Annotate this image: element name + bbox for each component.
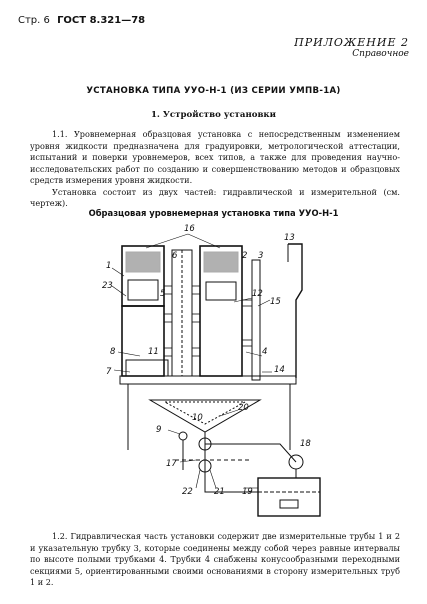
base-frame [120, 376, 296, 384]
paragraph-1-1: 1.1. Уровнемерная образцовая установка с непосредственным изменением уровня жидкости предназначена для градуировки, метрологической аттестации, испытаний и поверки уровнемеров, всех типов, а также для проведения научно-исследовательских работ по созданию и совершенствованию методов и образцовых средств измерения уровня жидкости. [30, 129, 400, 185]
standard-code: ГОСТ 8.321—78 [57, 15, 146, 26]
label-21: 21 [214, 487, 225, 497]
tube-1-float [128, 280, 158, 300]
pipe-to-pump [205, 444, 296, 462]
valve-9 [179, 432, 187, 440]
tube-1-head [126, 252, 160, 272]
label-18: 18 [300, 439, 311, 449]
label-14: 14 [274, 365, 285, 375]
page-number: Стр. 6 [18, 15, 50, 26]
label-17: 17 [166, 459, 177, 469]
label-15: 15 [270, 297, 281, 307]
tank-13 [288, 244, 302, 378]
document-title: УСТАНОВКА ТИПА УУО-Н-1 (ИЗ СЕРИИ УМПВ-1А) [86, 86, 341, 96]
section-heading: 1. Устройство установки [150, 110, 277, 120]
paragraph-1-1b: Установка состоит из двух частей: гидравлической и измерительной (см. чертеж). [30, 186, 400, 208]
label-22: 22 [182, 487, 193, 497]
label-3: 3 [258, 251, 264, 261]
label-16: 16 [184, 224, 195, 234]
label-12: 12 [252, 289, 263, 299]
label-5: 5 [160, 289, 166, 299]
indicator-tube-3 [252, 260, 260, 380]
label-6: 6 [172, 251, 178, 261]
appendix-title: ПРИЛОЖЕНИЕ 2 [294, 36, 409, 49]
figure-title: Образцовая уровнемерная установка типа УУО-Н-1 [88, 208, 339, 218]
label-4: 4 [262, 347, 268, 357]
label-8: 8 [110, 347, 116, 357]
tube-2-head [204, 252, 238, 272]
label-11: 11 [148, 347, 159, 357]
heater [280, 500, 298, 508]
section-1-2-text [30, 531, 400, 589]
label-7: 7 [106, 367, 112, 377]
label-20: 20 [238, 403, 249, 413]
paragraph-1-2: 1.2. Гидравлическая часть установки содержит две измерительные трубы 1 и 2 и указательную трубку 3, которые соединены между собой через равные интервалы по высоте полыми трубками 4. Трубки 4 снабжены конусообразными переходными секциями 5, ориентированными своими основаниями в сторону измерительных труб 1 и 2. [30, 531, 400, 587]
label-19: 19 [242, 487, 253, 497]
label-13: 13 [284, 233, 295, 243]
lower-container [126, 360, 168, 376]
label-23: 23 [102, 281, 113, 291]
connecting-pipes-4 [164, 286, 252, 356]
label-9: 9 [156, 425, 162, 435]
label-10: 10 [192, 413, 203, 423]
appendix-subtitle: Справочное [352, 49, 409, 59]
label-2: 2 [242, 251, 248, 261]
tube-1-lower [122, 306, 164, 376]
label-1: 1 [106, 261, 112, 271]
reservoir-19 [258, 478, 320, 516]
tube-2-float [206, 282, 236, 300]
